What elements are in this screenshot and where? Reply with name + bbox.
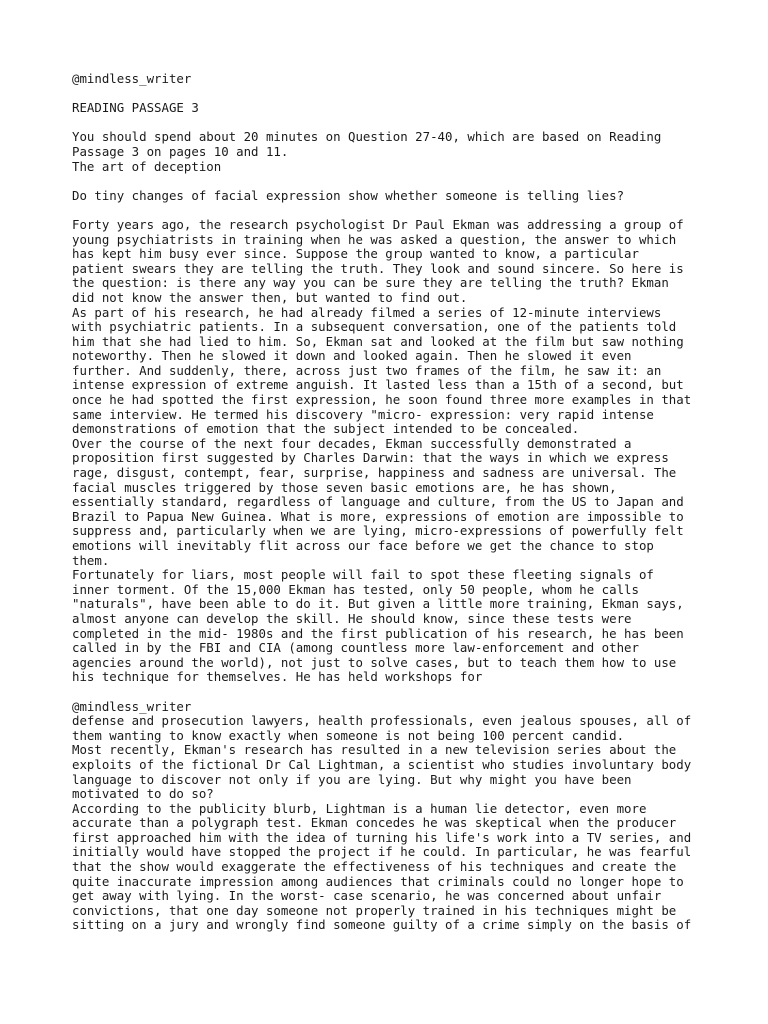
spacer: [72, 174, 708, 189]
body-line: sitting on a jury and wrongly find someone guilty of a crime simply on the basis of: [72, 917, 692, 933]
body-line: them wanting to know exactly when someone is not being 100 percent candid.: [72, 727, 625, 743]
body-line: patient swears they are telling the truth. They look and sound sincere. So here is: [72, 260, 684, 276]
article-subtitle: Do tiny changes of facial expression show whether someone is telling lies?: [72, 187, 625, 203]
body-line: defense and prosecution lawyers, health professionals, even jealous spouses, all of: [72, 713, 692, 729]
body-line: Over the course of the next four decades, Ekman successfully demonstrated a: [72, 435, 632, 451]
article-title: The art of deception: [72, 158, 222, 174]
body-line: essentially standard, regardless of language and culture, from the US to Japan and: [72, 494, 684, 510]
instruction-line: You should spend about 20 minutes on Question 27-40, which are based on Reading: [72, 129, 662, 145]
body-line: inner torment. Of the 15,000 Ekman has tested, only 50 people, whom he calls: [72, 581, 639, 597]
body-line: Brazil to Papua New Guinea. What is more, expressions of emotion are impossible to: [72, 508, 684, 524]
body-line: get away with lying. In the worst- case scenario, he was concerned about unfair: [72, 888, 662, 904]
spacer: [72, 685, 708, 700]
body-line: proposition first suggested by Charles Darwin: that the ways in which we express: [72, 450, 669, 466]
author-handle: @mindless_writer: [72, 71, 192, 86]
passage-heading: READING PASSAGE 3: [72, 100, 199, 116]
body-line: almost anyone can develop the skill. He should know, since these tests were: [72, 610, 632, 626]
body-line: emotions will inevitably flit across our face before we get the chance to stop: [72, 538, 654, 553]
body-line: convictions, that one day someone not properly trained in his techniques might be: [72, 902, 677, 918]
body-line: language to discover not only if you are lying. But why might you have been: [72, 771, 632, 787]
body-line: them.: [72, 552, 110, 568]
body-line: called in by the FBI and CIA (among countless more law-enforcement and other: [72, 640, 639, 656]
body-line: suppress and, particularly when we are lying, micro-expressions of powerfully felt: [72, 523, 684, 539]
spacer: [72, 87, 708, 102]
body-line: rage, disgust, contempt, fear, surprise, happiness and sadness are universal. The: [72, 465, 677, 481]
body-line: first approached him with the idea of turning his life's work into a TV series, and: [72, 829, 692, 845]
body-line: initially would have stopped the project if he could. In particular, he was fearful: [72, 844, 692, 860]
body-line: Most recently, Ekman's research has resulted in a new television series about the: [72, 742, 677, 758]
body-line: that the show would exaggerate the effectiveness of his techniques and create the: [72, 859, 677, 875]
body-line: once he had spotted the first expression, he soon found three more examples in that: [72, 392, 692, 408]
body-line: As part of his research, he had already filmed a series of 12-minute interviews: [72, 304, 662, 320]
instruction-line: Passage 3 on pages 10 and 11.: [72, 143, 289, 159]
body-line: the question: is there any way you can be sure they are telling the truth? Ekman: [72, 275, 669, 291]
body-line: did not know the answer then, but wanted to find out.: [72, 289, 468, 305]
body-line: facial muscles triggered by those seven basic emotions are, he has shown,: [72, 479, 617, 495]
body-line: quite inaccurate impression among audiences that criminals could no longer hope to: [72, 873, 684, 889]
body-line: According to the publicity blurb, Lightman is a human lie detector, even more: [72, 800, 647, 816]
article-body-part1: [72, 218, 708, 685]
body-line: with psychiatric patients. In a subsequent conversation, one of the patients told: [72, 319, 677, 335]
body-line: "naturals", have been able to do it. But given a little more training, Ekman says,: [72, 596, 684, 612]
body-line: demonstrations of emotion that the subject intended to be concealed.: [72, 421, 580, 437]
body-line: motivated to do so?: [72, 786, 214, 802]
body-line: young psychiatrists in training when he was asked a question, the answer to which: [72, 231, 677, 247]
author-handle-repeat: @mindless_writer: [72, 698, 192, 714]
body-line: accurate than a polygraph test. Ekman concedes he was skeptical when the producer: [72, 815, 677, 831]
body-line: Fortunately for liars, most people will fail to spot these fleeting signals of: [72, 567, 654, 583]
body-line: noteworthy. Then he slowed it down and looked again. Then he slowed it even: [72, 348, 632, 364]
spacer: [72, 116, 708, 131]
body-line: him that she had lied to him. So, Ekman sat and looked at the film but saw nothing: [72, 333, 684, 349]
article-body-part2: [72, 714, 708, 933]
body-line: has kept him busy ever since. Suppose the group wanted to know, a particular: [72, 246, 639, 262]
instructions: [72, 130, 708, 159]
body-line: further. And suddenly, there, across just two frames of the film, he saw it: an: [72, 362, 662, 378]
body-line: Forty years ago, the research psychologist Dr Paul Ekman was addressing a group of: [72, 216, 684, 232]
body-line: intense expression of extreme anguish. It lasted less than a 15th of a second, but: [72, 377, 684, 393]
spacer: [72, 203, 708, 218]
body-line: same interview. He termed his discovery "micro- expression: very rapid intense: [72, 406, 654, 422]
body-line: agencies around the world), not just to solve cases, but to teach them how to use: [72, 654, 677, 670]
body-line: completed in the mid- 1980s and the first publication of his research, he has been: [72, 625, 684, 641]
body-line: his technique for themselves. He has held workshops for: [72, 669, 483, 685]
body-line: exploits of the fictional Dr Cal Lightman, a scientist who studies involuntary body: [72, 756, 692, 772]
